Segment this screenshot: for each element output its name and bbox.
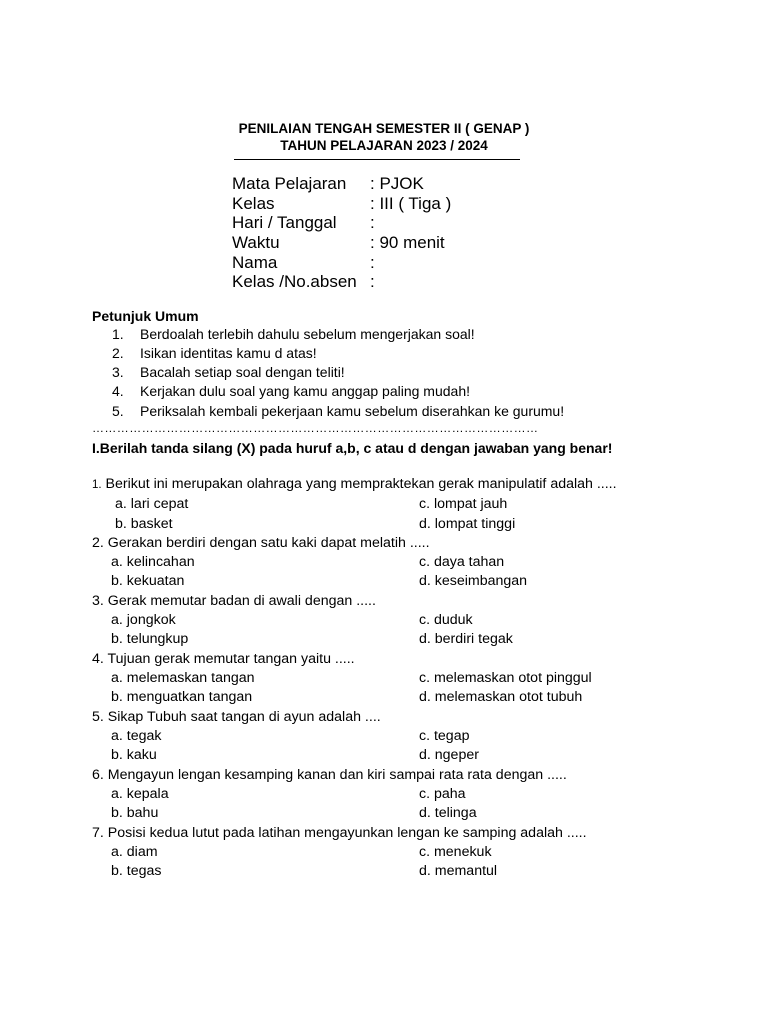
question-text: Berikut ini merupakan olahraga yang mempraktekan gerak manipulatif adalah .....	[101, 476, 617, 492]
identity-value: :	[370, 213, 375, 232]
identity-value: : III ( Tiga )	[370, 194, 452, 213]
question-number: 1.	[92, 479, 102, 491]
question	[92, 825, 587, 841]
option-c: c. menekuk	[419, 844, 492, 860]
instruction-item	[112, 326, 475, 342]
option-b: b. tegas	[111, 863, 162, 879]
option-d: d. memantul	[419, 863, 498, 879]
question	[92, 476, 617, 492]
question-number: 3.	[92, 593, 104, 609]
option-c: c. lompat jauh	[419, 496, 508, 512]
identity-label: Hari / Tanggal	[232, 213, 337, 232]
section-heading: I.Berilah tanda silang (X) pada huruf a,b, c atau d dengan jawaban yang benar!	[92, 440, 613, 456]
identity-label: Kelas /No.absen	[232, 272, 357, 291]
instruction-item	[112, 383, 470, 399]
option-d: d. telinga	[419, 805, 477, 821]
option-a: a. diam	[111, 844, 158, 860]
identity-label: Nama	[232, 253, 278, 272]
instruction-number: 3.	[112, 364, 124, 380]
question-text: Mengayun lengan kesamping kanan dan kiri sampai rata rata dengan .....	[103, 767, 567, 783]
instructions-title: Petunjuk Umum	[92, 308, 199, 324]
identity-value: : 90 menit	[370, 233, 445, 252]
option-a: a. melemaskan tangan	[111, 670, 255, 686]
question-text: Gerakan berdiri dengan satu kaki dapat melatih .....	[103, 535, 430, 551]
identity-row	[232, 272, 375, 292]
identity-row	[232, 174, 424, 194]
instruction-text: Berdoalah terlebih dahulu sebelum mengerjakan soal!	[140, 326, 475, 342]
option-b: b. menguatkan tangan	[111, 689, 253, 705]
identity-value: :	[370, 272, 375, 291]
identity-label: Mata Pelajaran	[232, 174, 347, 193]
question-text: Gerak memutar badan di awali dengan .....	[103, 593, 376, 609]
option-d: d. lompat tinggi	[419, 516, 516, 532]
instruction-number: 1.	[112, 326, 124, 342]
instruction-number: 2.	[112, 345, 124, 361]
identity-value: :	[370, 253, 375, 272]
question-number: 4.	[92, 651, 104, 667]
instruction-text: Isikan identitas kamu d atas!	[140, 345, 317, 361]
option-c: c. paha	[419, 786, 466, 802]
question-text: Sikap Tubuh saat tangan di ayun adalah ....	[103, 709, 381, 725]
question-number: 2.	[92, 535, 104, 551]
academic-year: TAHUN PELAJARAN 2023 / 2024	[280, 138, 488, 153]
option-b: b. telungkup	[111, 631, 189, 647]
option-b: b. kekuatan	[111, 573, 185, 589]
question-number: 5.	[92, 709, 104, 725]
identity-row	[232, 213, 375, 233]
option-d: d. ngeper	[419, 747, 479, 763]
option-b: b. kaku	[111, 747, 157, 763]
dotted-separator: ………………………………………………………………………………………………	[92, 421, 539, 435]
option-c: c. duduk	[419, 612, 473, 628]
option-d: d. melemaskan otot tubuh	[419, 689, 583, 705]
identity-row	[232, 194, 451, 214]
question	[92, 767, 567, 783]
question-number: 6.	[92, 767, 104, 783]
question	[92, 535, 430, 551]
option-b: b. bahu	[111, 805, 159, 821]
instruction-item	[112, 364, 345, 380]
option-b: b. basket	[115, 516, 173, 532]
option-c: c. daya tahan	[419, 554, 505, 570]
question	[92, 709, 381, 725]
exam-title: PENILAIAN TENGAH SEMESTER II ( GENAP )	[238, 121, 530, 136]
identity-label: Kelas	[232, 194, 275, 213]
option-a: a. tegak	[111, 728, 162, 744]
title-underline	[234, 159, 520, 160]
option-a: a. lari cepat	[115, 496, 189, 512]
instruction-item	[112, 403, 564, 419]
instruction-text: Kerjakan dulu soal yang kamu anggap paling mudah!	[140, 383, 471, 399]
identity-value: : PJOK	[370, 174, 424, 193]
option-a: a. kelincahan	[111, 554, 195, 570]
question-text: Tujuan gerak memutar tangan yaitu .....	[103, 651, 355, 667]
identity-label: Waktu	[232, 233, 280, 252]
question-text: Posisi kedua lutut pada latihan mengayunkan lengan ke samping adalah .....	[103, 825, 587, 841]
question	[92, 651, 355, 667]
question-number: 7.	[92, 825, 104, 841]
instruction-text: Bacalah setiap soal dengan teliti!	[140, 364, 345, 380]
instruction-number: 4.	[112, 383, 124, 399]
option-d: d. berdiri tegak	[419, 631, 513, 647]
instruction-item	[112, 345, 317, 361]
identity-row	[232, 253, 375, 273]
instruction-number: 5.	[112, 403, 124, 419]
instruction-text: Periksalah kembali pekerjaan kamu sebelum diserahkan ke gurumu!	[140, 403, 565, 419]
option-a: a. jongkok	[111, 612, 176, 628]
identity-row	[232, 233, 445, 253]
option-d: d. keseimbangan	[419, 573, 528, 589]
option-c: c. melemaskan otot pinggul	[419, 670, 592, 686]
option-c: c. tegap	[419, 728, 470, 744]
question	[92, 593, 376, 609]
option-a: a. kepala	[111, 786, 169, 802]
